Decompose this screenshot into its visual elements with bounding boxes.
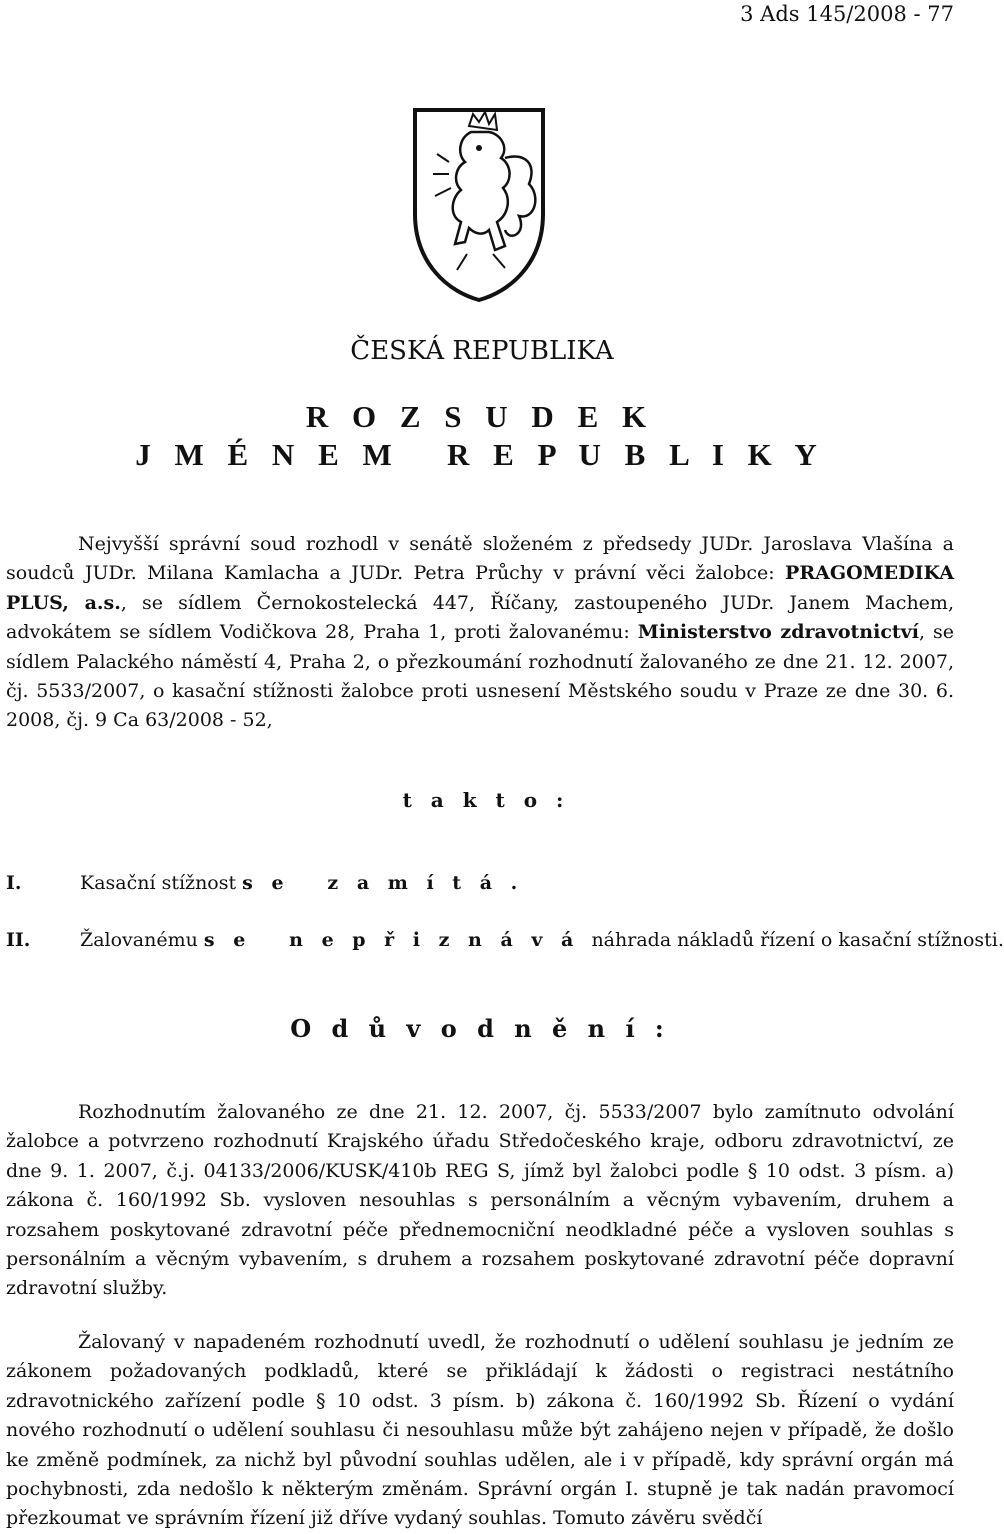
decision-item-text-after: náhrada nákladů řízení o kasační stížnosti.	[579, 929, 1004, 951]
reasoning-paragraph-1	[6, 1098, 954, 1304]
reasoning-text: 10 odst. 3 písm. b) zákona č. 160/1992 Sb. Řízení o vydání nového rozhodnutí o udělení souhlasu či nesouhlasu může být zahájeno nejen v případě, že došlo ke změně podmínek, za nichž byl původní souhlas udělen, ale i v případě, kdy správní orgán má pochybnosti, zda nedošlo k některým změnám. Správní orgán I. stupně je tak nadán pravomocí přezkoumat ve správním řízení již dříve vydaný souhlas. Tomuto závěru svědčí	[6, 1389, 954, 1530]
verdict-title	[0, 398, 960, 474]
intro-text-1: Nejvyšší správní soud rozhodl v senátě složeném z předsedy JUDr. Jaroslava Vlašína a soudců JUDr. Milana Kamlacha a JUDr. Petra Průchy v právní věci žalobce:	[6, 533, 954, 585]
section-sign-icon: §	[747, 1159, 758, 1182]
reasoning-heading: O d ů v o d n ě n í :	[290, 1014, 670, 1043]
case-number: 3 Ads 145/2008 - 77	[740, 2, 954, 26]
verdict-title-line1: R O Z S U D E K	[305, 399, 655, 434]
plaintiff-name: PRAGOMEDIKA PLUS, a.s.	[6, 562, 954, 614]
decision-item-text: Kasační stížnost	[80, 872, 243, 894]
decision-item-text: Žalovanému	[80, 929, 204, 951]
country-name: ČESKÁ REPUBLIKA	[350, 336, 614, 366]
intro-paragraph	[6, 530, 954, 736]
decision-item-emphasis: s e n e p ř i z n á v á	[203, 929, 580, 951]
reasoning-text: Rozhodnutím žalovaného ze dne 21. 12. 2007, čj. 5533/2007 bylo zamítnuto odvolání žalobce a potvrzeno rozhodnutí Krajského úřadu Středočeského kraje, odboru zdravotnictví, ze dne 9. 1. 2007, č.j. 04133/2006/KUSK/410b REG S, jímž byl žalobci podle	[6, 1101, 954, 1182]
intro-text-3: , se sídlem Palackého náměstí 4, Praha 2, o přezkoumání rozhodnutí žalovaného ze dne 21. 12. 2007, čj. 5533/2007, o kasační stížnosti žalobce proti usnesení Městského soudu v Praze ze dne 30. 6. 2008, čj. 9 Ca 63/2008 - 52,	[6, 621, 954, 732]
decision-item-number: I.	[6, 872, 22, 894]
czech-lion-coat-of-arms-icon	[409, 104, 549, 304]
decision-item-number: II.	[6, 929, 31, 951]
reasoning-paragraph-2	[6, 1328, 954, 1534]
section-sign-icon: §	[315, 1389, 326, 1412]
reasoning-text: Žalovaný v napadeném rozhodnutí uvedl, že rozhodnutí o udělení souhlasu je jedním ze zákonem požadovaných podkladů, které se přikládají k žádosti o registraci nestátního zdravotnického zařízení podle	[6, 1331, 954, 1412]
verdict-title-line2: J M É N E M R E P U B L I K Y	[135, 437, 825, 472]
decision-item-emphasis: s e z a m í t á .	[242, 872, 524, 894]
decision-heading: t a k t o :	[402, 788, 570, 812]
reasoning-text: 10 odst. 3 písm. a) zákona č. 160/1992 Sb. vysloven nesouhlas s personálním a věcným vybavením, druhem a rozsahem poskytované zdravotní péče přednemocniční neodkladné péče a vysloven souhlas s personálním a věcným vybavením, s druhem a rozsahem poskytované zdravotní péče dopravní zdravotní služby.	[6, 1159, 954, 1300]
defendant-name: Ministerstvo zdravotnictví	[637, 621, 919, 644]
intro-text-2: , se sídlem Černokostelecká 447, Říčany, zastoupeného JUDr. Janem Machem, advokátem se sídlem Vodičkova 28, Praha 1, proti žalovanému:	[6, 591, 954, 644]
